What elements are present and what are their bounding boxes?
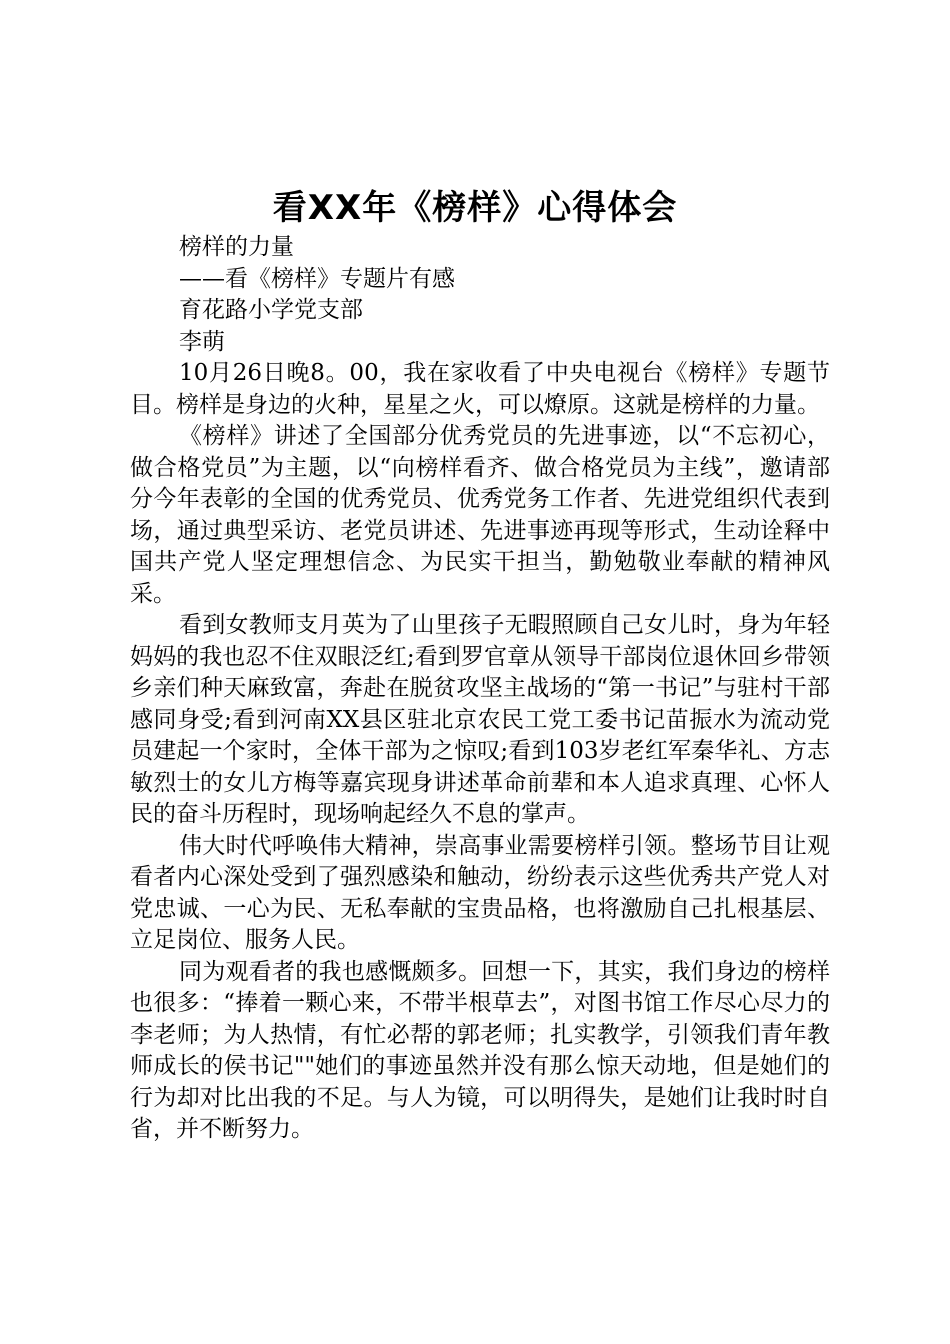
subtitle-heading: 榜样的力量 bbox=[179, 234, 294, 260]
paragraph: 伟大时代呼唤伟大精神，崇高事业需要榜样引领。整场节目让观看者内心深处受到了强烈感染和触动，纷纷表示这些优秀共产党人对党忠诚、一心为民、无私奉献的宝贵品格，也将激励自己扎根基层、立足岗位、服务人民。 bbox=[130, 832, 830, 953]
paragraph: 《榜样》讲述了全国部分优秀党员的先进事迹，以“不忘初心，做合格党员”为主题，以“向榜样看齐、做合格党员为主线”，邀请部分今年表彰的全国的优秀党员、优秀党务工作者、先进党组织代表到场，通过典型采访、老党员讲述、先进事迹再现等形式，生动诠释中国共产党人坚定理想信念、为民实干担当，勤勉敬业奉献的精神风采。 bbox=[130, 423, 830, 607]
document-title: 看XX年《榜样》心得体会 bbox=[272, 188, 678, 228]
paragraph: 10月26日晚8。00，我在家收看了中央电视台《榜样》专题节目。榜样是身边的火种，星星之火，可以燎原。这就是榜样的力量。 bbox=[130, 360, 830, 418]
organization-name: 育花路小学党支部 bbox=[179, 297, 363, 323]
paragraph: 同为观看者的我也感慨颇多。回想一下，其实，我们身边的榜样也很多：“捧着一颗心来，不带半根草去”，对图书馆工作尽心尽力的李老师；为人热情，有忙必帮的郭老师；扎实教学，引领我们青年教师成长的侯书记""她们的事迹虽然并没有那么惊天动地，但是她们的行为却对比出我的不足。与人为镜，可以明得失，是她们让我时时自省，并不断努力。 bbox=[130, 958, 830, 1142]
subtitle-line: ——看《榜样》专题片有感 bbox=[179, 265, 455, 292]
document-body bbox=[130, 232, 830, 1146]
paragraph: 看到女教师支月英为了山里孩子无暇照顾自己女儿时，身为年轻妈妈的我也忍不住双眼泛红;看到罗官章从领导干部岗位退休回乡带领乡亲们种天麻致富，奔赴在脱贫攻坚主战场的“第一书记”与驻村干部感同身受;看到河南XX县区驻北京农民工党工委书记苗振水为流动党员建起一个家时，全体干部为之惊叹;看到103岁老红军秦华礼、方志敏烈士的女儿方梅等嘉宾现身讲述革命前辈和本人追求真理、心怀人民的奋斗历程时，现场响起经久不息的掌声。 bbox=[130, 612, 830, 827]
author-name: 李萌 bbox=[179, 328, 225, 355]
